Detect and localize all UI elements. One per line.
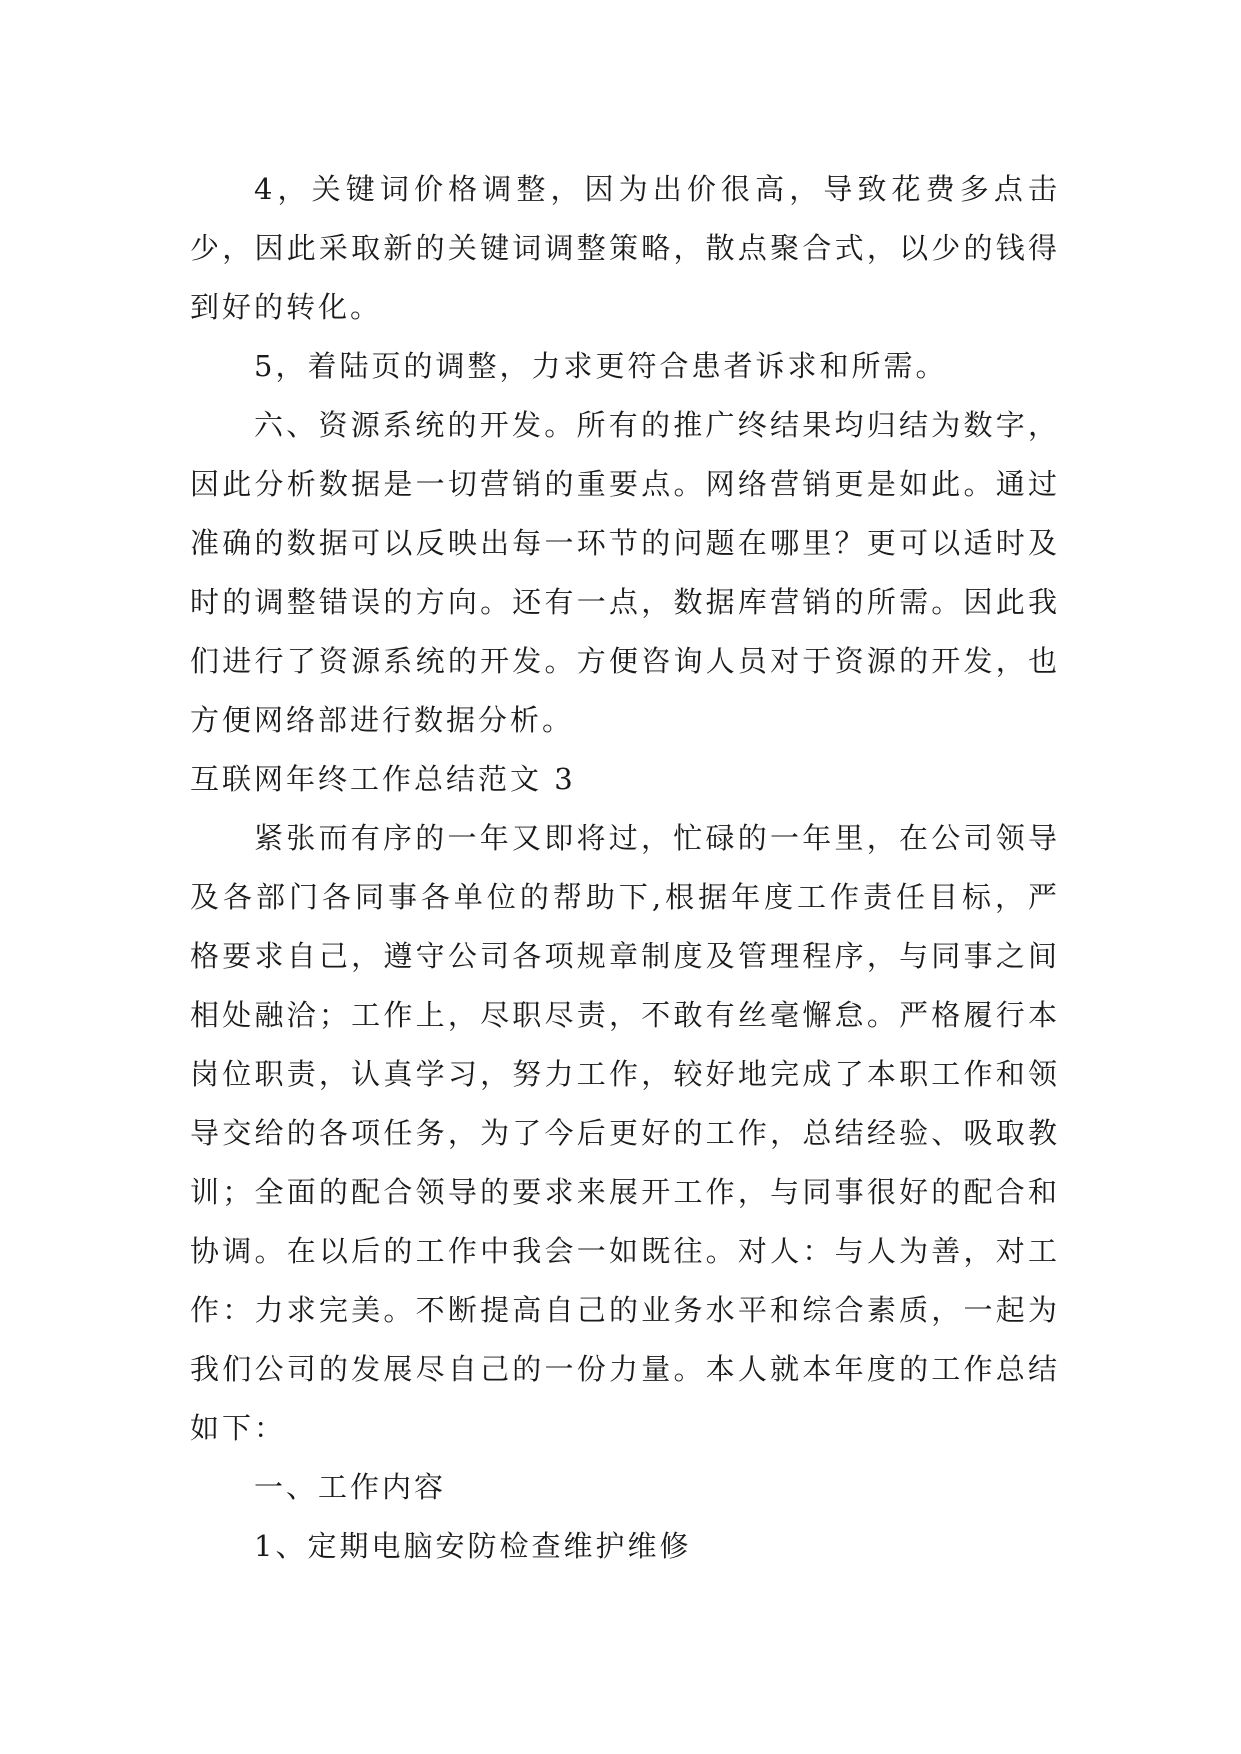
paragraph-resource-system: 六、资源系统的开发。所有的推广终结果均归结为数字，因此分析数据是一切营销的重要点。网络营销更是如此。通过准确的数据可以反映出每一环节的问题在哪里？更可以适时及时的调整错误的方向。还有一点，数据库营销的所需。因此我们进行了资源系统的开发。方便咨询人员对于资源的开发，也方便网络部进行数据分析。 (190, 408, 1060, 737)
paragraph-keyword-price: 4，关键词价格调整，因为出价很高，导致花费多点击少，因此采取新的关键词调整策略，散点聚合式，以少的钱得到好的转化。 (190, 172, 1060, 324)
paragraph-landing-page: 5，着陆页的调整，力求更符合患者诉求和所需。 (254, 349, 948, 383)
paragraph-intro: 紧张而有序的一年又即将过，忙碌的一年里，在公司领导及各部门各同事各单位的帮助下,根据年度工作责任目标，严格要求自己，遵守公司各项规章制度及管理程序，与同事之间相处融洽；工作上，尽职尽责，不敢有丝毫懈怠。严格履行本岗位职责，认真学习，努力工作，较好地完成了本职工作和领导交给的各项任务，为了今后更好的工作，总结经验、吸取教训；全面的配合领导的要求来展开工作，与同事很好的配合和协调。在以后的工作中我会一如既往。对人：与人为善，对工作：力求完美。不断提高自己的业务水平和综合素质，一起为我们公司的发展尽自己的一份力量。本人就本年度的工作总结如下： (190, 821, 1060, 1445)
paragraph-work-content-heading: 一、工作内容 (254, 1470, 447, 1504)
document-body (190, 160, 1060, 1576)
section-title: 互联网年终工作总结范文 3 (190, 762, 576, 796)
paragraph-item-1: 1、定期电脑安防检查维护维修 (254, 1529, 692, 1563)
